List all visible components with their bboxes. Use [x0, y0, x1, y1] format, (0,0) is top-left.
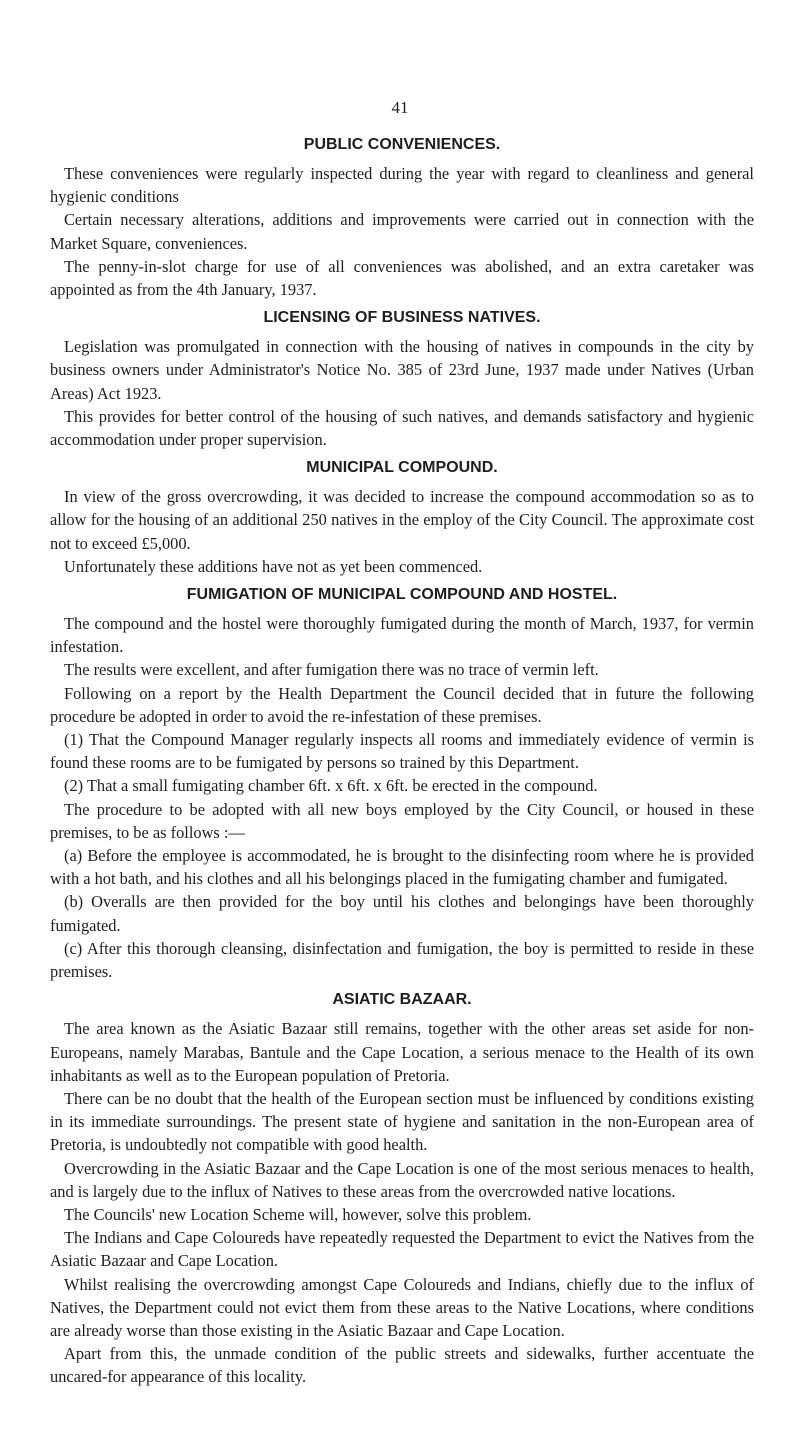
- paragraph: The area known as the Asiatic Bazaar still remains, together with the other areas set aside for non-Europeans, namely Marabas, Bantule and the Cape Location, a serious menace to the Health of its own inhabitants as well as to the European population of Pretoria.: [50, 1019, 754, 1085]
- section-heading: MUNICIPAL COMPOUND.: [306, 459, 498, 477]
- section-asiatic-bazaar: [50, 989, 754, 1388]
- paragraph: The penny-in-slot charge for use of all conveniences was abolished, and an extra caretaker was appointed as from the 4th January, 1937.: [50, 256, 754, 300]
- section-heading: PUBLIC CONVENIENCES.: [303, 136, 501, 153]
- paragraph: There can be no doubt that the health of the European section must be influenced by conditions existing in its immediate surroundings. The present state of hygiene and sanitation in the non-European area of Pretoria, is undoubtedly not compatible with good health.: [50, 1088, 754, 1155]
- paragraph: (1) That the Compound Manager regularly inspects all rooms and immediately evidence of vermin is found these rooms are to be fumigated by persons so trained by this Department.: [50, 730, 754, 773]
- paragraph: The Indians and Cape Coloureds have repeatedly requested the Department to evict the Natives from the Asiatic Bazaar and Cape Location.: [50, 1228, 754, 1271]
- section-municipal-compound: [50, 457, 754, 578]
- paragraph: The results were excellent, and after fumigation there was no trace of vermin left.: [64, 660, 599, 680]
- paragraph: Apart from this, the unmade condition of the public streets and sidewalks, further accentuate the uncared-for appearance of this locality.: [50, 1344, 754, 1387]
- paragraph: The Councils' new Location Scheme will, however, solve this problem.: [64, 1204, 532, 1224]
- paragraph: (c) After this thorough cleansing, disinfectation and fumigation, the boy is permitted to reside in these premises.: [50, 938, 754, 982]
- section-heading: LICENSING OF BUSINESS NATIVES.: [263, 309, 541, 327]
- paragraph: (b) Overalls are then provided for the boy until his clothes and belongings have been thoroughly fumigated.: [50, 892, 754, 935]
- paragraph: (2) That a small fumigating chamber 6ft. x 6ft. x 6ft. be erected in the compound.: [64, 776, 598, 796]
- paragraph: These conveniences were regularly inspected during the year with regard to cleanliness and general hygienic conditions: [50, 164, 754, 207]
- page-number: 41: [391, 98, 409, 117]
- section-public-conveniences: [50, 134, 754, 301]
- section-heading: FUMIGATION OF MUNICIPAL COMPOUND AND HOSTEL.: [186, 586, 618, 604]
- paragraph: Unfortunately these additions have not as yet been commenced.: [64, 556, 483, 576]
- paragraph: Certain necessary alterations, additions and improvements were carried out in connection with the Market Square, conveniences.: [50, 210, 754, 253]
- section-fumigation: [50, 584, 754, 983]
- paragraph: In view of the gross overcrowding, it was decided to increase the compound accommodation so as to allow for the housing of an additional 250 natives in the employ of the City Council. The approximate cost not to exceed £5,000.: [50, 487, 754, 553]
- paragraph: The procedure to be adopted with all new boys employed by the City Council, or housed in these premises, to be as follows :—: [50, 799, 754, 842]
- document-body: [50, 128, 754, 1389]
- paragraph: Legislation was promulgated in connection with the housing of natives in compounds in the city by business owners under Administrator's Notice No. 385 of 23rd June, 1937 made under Natives (Urban Areas) Act 1923.: [50, 337, 754, 403]
- section-licensing-business-natives: [50, 307, 754, 451]
- paragraph: This provides for better control of the housing of such natives, and demands satisfactory and hygienic accommodation under proper supervision.: [50, 406, 754, 450]
- paragraph: (a) Before the employee is accommodated, he is brought to the disinfecting room where he is provided with a hot bath, and his clothes and all his belongings placed in the fumigating chamber and fumigated.: [50, 846, 754, 889]
- paragraph: The compound and the hostel were thoroughly fumigated during the month of March, 1937, for vermin infestation.: [50, 614, 754, 657]
- paragraph: Overcrowding in the Asiatic Bazaar and the Cape Location is one of the most serious menaces to health, and is largely due to the influx of Natives to these areas from the overcrowded native locations.: [50, 1158, 754, 1201]
- section-heading: ASIATIC BAZAAR.: [332, 991, 472, 1009]
- paragraph: Whilst realising the overcrowding amongst Cape Coloureds and Indians, chiefly due to the influx of Natives, the Department could not evict them from these areas to the Native Locations, where conditions are already worse than those existing in the Asiatic Bazaar and Cape Location.: [50, 1274, 754, 1340]
- paragraph: Following on a report by the Health Department the Council decided that in future the following procedure be adopted in order to avoid the re-infestation of these premises.: [50, 683, 754, 726]
